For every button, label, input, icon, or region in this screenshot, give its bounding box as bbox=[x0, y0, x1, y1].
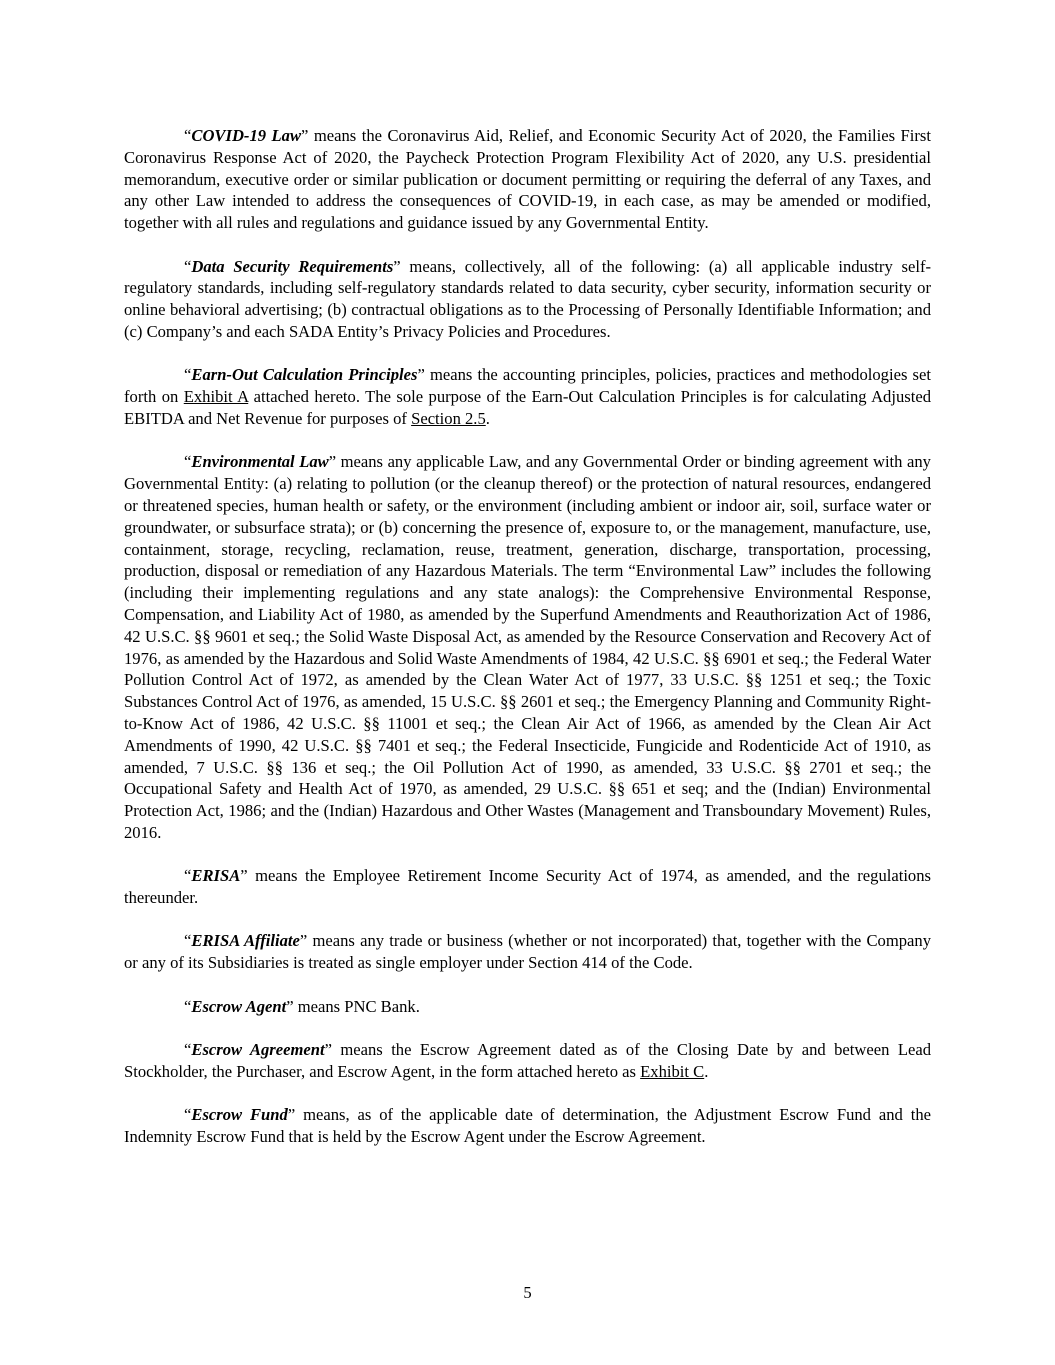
definition-erisa: “ERISA” means the Employee Retirement Income Security Act of 1974, as amended, and the regulations thereunder. bbox=[124, 866, 931, 908]
definition-text: ” means the Coronavirus Aid, Relief, and Economic Security Act of 2020, the Families First Coronavirus Response Act of 2020, the Paycheck Protection Program Flexibility Act of 2020, any U.S. presidential memorandum, executive order or similar publication or document permitting or requiring the deferral of any Taxes, and any other Law intended to address the consequences of COVID-19, in each case, as may be amended or modified, together with all rules and regulations and guidance issued by any Governmental Entity. bbox=[124, 126, 931, 233]
defined-term: ERISA bbox=[191, 866, 241, 886]
definition-text: . bbox=[485, 408, 490, 428]
defined-term: Escrow Fund bbox=[191, 1105, 288, 1125]
defined-term: Earn-Out Calculation Principles bbox=[191, 365, 418, 385]
definition-escrow-fund: “Escrow Fund” means, as of the applicable date of determination, the Adjustment Escrow Fund and the Indemnity Escrow Fund that is held by the Escrow Agent under the Escrow Agreement. bbox=[124, 1105, 931, 1147]
definition-text: ” means the Escrow Agreement dated as of the Closing Date by and between Lead Stockholder, the Purchaser, and Escrow Agent, in the form attached hereto as bbox=[124, 1040, 931, 1081]
exhibit-c-reference[interactable]: Exhibit C bbox=[640, 1061, 705, 1081]
definition-environmental-law: “Environmental Law” means any applicable Law, and any Governmental Order or binding agreement with any Governmental Entity: (a) relating to pollution (or the cleanup thereof) or the protection of natural resources, endangered or threatened species, human health or safety, or the environment (including ambient or indoor air, soil, surface water or groundwater, or subsurface strata); or (b) concerning the presence of, exposure to, or the management, manufacture, use, containment, storage, recycling, reclamation, reuse, treatment, generation, discharge, transportation, processing, production, disposal or remediation of any Hazardous Materials. The term “Environmental Law” includes the following (including their implementing regulations and any state analogs): the Comprehensive Environmental Response, Compensation, and Liability Act of 1980, as amended by the Superfund Amendments and Reauthorization Act of 1986, 42 U.S.C. §§ 9601 et seq.; the Solid Waste Disposal Act, as amended by the Resource Conservation and Recovery Act of 1976, as amended by the Hazardous and Solid Waste Amendments of 1984, 42 U.S.C. §§ 6901 et seq.; the Federal Water Pollution Control Act of 1972, as amended by the Clean Water Act of 1977, 33 U.S.C. §§ 1251 et seq.; the Toxic Substances Control Act of 1976, as amended, 15 U.S.C. §§ 2601 et seq.; the Emergency Planning and Community Right-to-Know Act of 1986, 42 U.S.C. §§ 11001 et seq.; the Clean Air Act of 1966, as amended by the Clean Air Act Amendments of 1990, 42 U.S.C. §§ 7401 et seq.; the Federal Insecticide, Fungicide and Rodenticide Act of 1910, as amended, 7 U.S.C. §§ 136 et seq.; the Oil Pollution Act of 1990, as amended, 33 U.S.C. §§ 2701 et seq.; the Occupational Safety and Health Act of 1970, as amended, 29 U.S.C. §§ 651 et seq; and the (Indian) Environmental Protection Act, 1986; and the (Indian) Hazardous and Other Wastes (Management and Transboundary Movement) Rules, 2016. bbox=[124, 452, 931, 842]
definition-data-security-requirements: “Data Security Requirements” means, collectively, all of the following: (a) all applicable industry self-regulatory standards, including self-regulatory standards related to data security, cyber security, information security or online behavioral advertising; (b) contractual obligations as to the Processing of Personally Identifiable Information; and (c) Company’s and each SADA Entity’s Privacy Policies and Procedures. bbox=[124, 256, 931, 341]
exhibit-a-reference[interactable]: Exhibit A bbox=[183, 387, 249, 407]
defined-term: Escrow Agent bbox=[191, 996, 287, 1016]
definition-text: ” means the accounting principles, policies, practices and methodologies set forth on bbox=[124, 365, 931, 407]
definition-text: ” means any trade or business (whether or not incorporated) that, together with the Company or any of its Subsidiaries is treated as single employer under Section 414 of the Code. bbox=[124, 931, 932, 973]
definition-text: ” means any applicable Law, and any Governmental Order or binding agreement with any Governmental Entity: (a) relating to pollution (or the cleanup thereof) or the protection of natural resources, endangered or threatened species, human health or safety, or the environment (including ambient or indoor air, soil, surface water or groundwater, or subsurface strata); or (b) concerning the presence of, exposure to, or the management, manufacture, use, containment, storage, recycling, reclamation, reuse, treatment, generation, discharge, transportation, processing, production, disposal or remediation of any Hazardous Materials. The term “Environmental Law” includes the following (including their implementing regulations and any state analogs): the Comprehensive Environmental Response, Compensation, and Liability Act of 1980, as amended by the Superfund Amendments and Reauthorization Act of 1986, 42 U.S.C. §§ 9601 et seq.; the Solid Waste Disposal Act, as amended by the Resource Conservation and Recovery Act of 1976, as amended by the Hazardous and Solid Waste Amendments of 1984, 42 U.S.C. §§ 6901 et seq.; the Federal Water Pollution Control Act of 1972, as amended by the Clean Water Act of 1977, 33 U.S.C. §§ 1251 et seq.; the Toxic Substances Control Act of 1976, as amended, 15 U.S.C. §§ 2601 et seq.; the Emergency Planning and Community Right-to-Know Act of 1986, 42 U.S.C. §§ 11001 et seq.; the Clean Air Act of 1966, as amended by the Clean Air Act Amendments of 1990, 42 U.S.C. §§ 7401 et seq.; the Federal Insecticide, Fungicide and Rodenticide Act of 1910, as amended, 7 U.S.C. §§ 136 et seq.; the Oil Pollution Act of 1990, as amended, 33 U.S.C. §§ 2701 et seq.; the Occupational Safety and Health Act of 1970, as amended, 29 U.S.C. §§ 651 et seq; and the (Indian) Environmental Protection Act, 1986; and the (Indian) Hazardous and Other Wastes (Management and Transboundary Movement) Rules, 2016. bbox=[124, 452, 931, 842]
defined-term: Escrow Agreement bbox=[191, 1040, 325, 1060]
definition-text: ” means, as of the applicable date of determination, the Adjustment Escrow Fund and the Indemnity Escrow Fund that is held by the Escrow Agent under the Escrow Agreement. bbox=[124, 1105, 931, 1147]
definition-escrow-agreement: “Escrow Agreement” means the Escrow Agreement dated as of the Closing Date by and between Lead Stockholder, the Purchaser, and Escrow Agent, in the form attached hereto as Exhibit C. bbox=[124, 1040, 931, 1081]
definition-escrow-agent: “Escrow Agent” means PNC Bank. bbox=[184, 996, 420, 1016]
defined-term: COVID-19 Law bbox=[191, 126, 302, 145]
section-2-5-reference[interactable]: Section 2.5 bbox=[411, 408, 486, 428]
defined-term: ERISA Affiliate bbox=[191, 931, 300, 951]
definition-text: ” means the Employee Retirement Income Security Act of 1974, as amended, and the regulations thereunder. bbox=[124, 866, 931, 908]
defined-term: Data Security Requirements bbox=[191, 256, 394, 276]
definition-text: . bbox=[704, 1061, 709, 1081]
page-number: 5 bbox=[523, 1283, 532, 1302]
definition-text: attached hereto. The sole purpose of the Earn-Out Calculation Principles is for calculating Adjusted EBITDA and Net Revenue for purposes of bbox=[124, 387, 931, 428]
defined-term: Environmental Law bbox=[191, 452, 329, 472]
definition-text: ” means, collectively, all of the following: (a) all applicable industry self-regulatory standards, including self-regulatory standards related to data security, cyber security, information security or online behavioral advertising; (b) contractual obligations as to the Processing of Personally Identifiable Information; and (c) Company’s and each SADA Entity’s Privacy Policies and Procedures. bbox=[124, 256, 931, 341]
definition-erisa-affiliate: “ERISA Affiliate” means any trade or business (whether or not incorporated) that, together with the Company or any of its Subsidiaries is treated as single employer under Section 414 of the Code. bbox=[124, 931, 932, 973]
document-page bbox=[124, 125, 931, 1169]
definition-covid-19-law: “COVID-19 Law” means the Coronavirus Aid, Relief, and Economic Security Act of 2020, the Families First Coronavirus Response Act of 2020, the Paycheck Protection Program Flexibility Act of 2020, any U.S. presidential memorandum, executive order or similar publication or document permitting or requiring the deferral of any Taxes, and any other Law intended to address the consequences of COVID-19, in each case, as may be amended or modified, together with all rules and regulations and guidance issued by any Governmental Entity. bbox=[124, 126, 931, 233]
definition-earn-out-calculation-principles: “Earn-Out Calculation Principles” means the accounting principles, policies, practices and methodologies set forth on Exhibit A attached hereto. The sole purpose of the Earn-Out Calculation Principles is for calculating Adjusted EBITDA and Net Revenue for purposes of Section 2.5. bbox=[124, 365, 931, 428]
definition-text: ” means PNC Bank. bbox=[286, 996, 420, 1016]
